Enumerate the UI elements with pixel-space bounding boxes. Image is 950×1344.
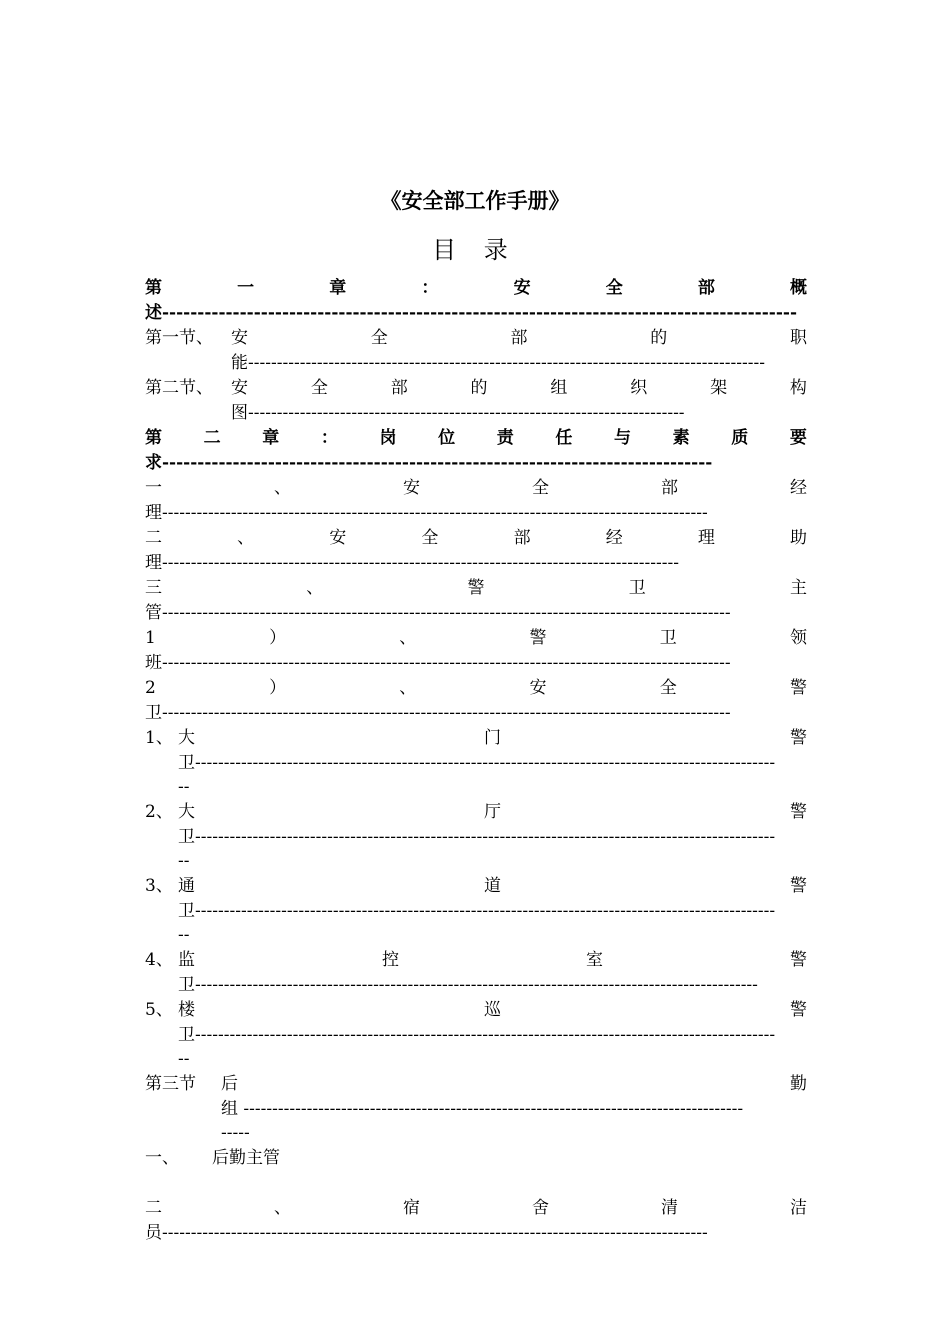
toc-entry-number: 3、 [145, 876, 173, 896]
toc-entry-title-part: ： [320, 428, 338, 448]
toc-entry-title-part: 安 [329, 528, 347, 548]
toc-entry[interactable] [145, 948, 807, 998]
toc-entry-title-part: 二 [203, 428, 221, 448]
toc-entry-title-part: 警 [529, 628, 547, 648]
toc-entry-title-part: 道 [484, 876, 501, 896]
toc-entry-title-part: 二 [145, 528, 162, 548]
page-title: 《安全部工作手册》 [380, 189, 570, 213]
toc-entry-title-part: 全 [659, 678, 677, 698]
toc-entry-title-part: 安 [231, 378, 248, 398]
toc-entry-title-part: 全 [532, 478, 549, 498]
toc-entry-title-part: 理 [697, 528, 715, 548]
toc-entry-number: 第一节、 [145, 328, 213, 348]
toc-entry-title-part: 清 [661, 1198, 678, 1218]
toc-entry-title-part: 、 [237, 528, 255, 548]
toc-entry-title-part: 全 [605, 278, 623, 298]
toc-entry-title-part: 一 [145, 478, 162, 498]
toc-entry-title-part: 经 [790, 478, 807, 498]
toc-entry-title-part: 宿 [403, 1198, 420, 1218]
toc-entry-title-part: 主 [790, 578, 807, 598]
toc-entry-title-part: 、 [274, 1198, 291, 1218]
toc-entry-leader: 卫----------------------------------------------------------------------------------------------------- [178, 826, 776, 847]
toc-entry-leader: 班--------------------------------------------------------------------------------------------------- [145, 652, 731, 673]
toc-entry-title-part: 大 [178, 802, 195, 822]
toc-entry-title-part: 后勤主管 [212, 1148, 280, 1168]
toc-entry-title-part: 第 [145, 428, 162, 448]
toc-entry-title-part: 全 [310, 378, 328, 398]
toc-entry-title-part: 门 [484, 728, 501, 748]
toc-entry-title-part: 警 [790, 802, 807, 822]
toc-entry-title-part: 素 [672, 428, 690, 448]
toc-entry-leader: 卫----------------------------------------------------------------------------------------------------- [178, 900, 776, 921]
toc-entry-title-part: 警 [790, 950, 807, 970]
toc-entry-title-part: 岗 [379, 428, 397, 448]
toc-entry-title-part: 三 [145, 578, 162, 598]
toc-entry-leader: 员----------------------------------------------------------------------------------------------- [145, 1222, 708, 1243]
toc-entry-title-part: 部 [390, 378, 408, 398]
toc-entry-title-part: 、 [306, 578, 324, 598]
toc-entry-leader-continued: -- [178, 851, 190, 871]
toc-entry-title-part: 织 [630, 378, 648, 398]
toc-entry-title-part: 部 [510, 328, 528, 348]
toc-entry-leader: 组 --------------------------------------------------------------------------------------- [221, 1098, 744, 1119]
toc-entry-leader: 求------------------------------------------------------------------------------ [145, 452, 713, 473]
toc-entry-title-part: 卫 [659, 628, 677, 648]
toc-entry-title-part: 构 [789, 378, 807, 398]
toc-entry-title-part: 部 [513, 528, 531, 548]
toc-entry[interactable] [145, 1072, 807, 1146]
toc-entry[interactable] [145, 1196, 807, 1246]
toc-entry-title-part: 助 [789, 528, 807, 548]
toc-entry-title-part: 部 [697, 278, 715, 298]
toc-entry-title-part: 警 [467, 578, 485, 598]
toc-entry-title-part: 责 [496, 428, 514, 448]
toc-entry-title-part: 安 [231, 328, 248, 348]
toc-entry-title-part: 全 [370, 328, 388, 348]
toc-entry-title-part: 位 [438, 428, 456, 448]
toc-entry-leader-continued: -- [178, 1049, 190, 1069]
toc-entry-title-part: 监 [178, 950, 195, 970]
toc-entry-title-part: 警 [790, 678, 807, 698]
toc-entry-leader: 卫--------------------------------------------------------------------------------------------------- [145, 702, 731, 723]
toc-entry[interactable] [145, 326, 807, 376]
toc-entry-title-part: 安 [529, 678, 547, 698]
toc-entry[interactable] [145, 800, 807, 874]
toc-entry-number: 一、 [145, 1148, 179, 1168]
toc-entry-title-part: 一 [237, 278, 255, 298]
toc-entry-title-part: ） [269, 628, 287, 648]
toc-entry-title-part: 通 [178, 876, 195, 896]
toc-entry-title-part: 概 [789, 278, 807, 298]
toc-entry-leader: 能------------------------------------------------------------------------------------------ [231, 352, 765, 373]
toc-entry-title-part: 部 [661, 478, 678, 498]
toc-entry-title-part: 组 [550, 378, 568, 398]
toc-entry-title-part: 领 [790, 628, 807, 648]
toc-entry-title-part: 章 [329, 278, 347, 298]
toc-entry[interactable] [145, 998, 807, 1072]
toc-entry-title-part: 警 [790, 876, 807, 896]
toc-entry-title-part: 舍 [532, 1198, 549, 1218]
toc-entry-leader: 卫----------------------------------------------------------------------------------------------------- [178, 1024, 776, 1045]
toc-entry-title-part: 2 [145, 678, 156, 698]
toc-entry-title-part: 全 [421, 528, 439, 548]
toc-entry-title-part: 室 [586, 950, 603, 970]
toc-entry-leader: 理----------------------------------------------------------------------------------------------- [145, 502, 708, 523]
toc-entry-title-part: 楼 [178, 1000, 195, 1020]
toc-entry-leader-continued: -- [178, 777, 190, 797]
toc-entry-leader: 图---------------------------------------------------------------------------- [231, 402, 685, 423]
toc-entry-number: 5、 [145, 1000, 173, 1020]
toc-entry-title-part: 安 [513, 278, 531, 298]
toc-entry-title-part: ） [269, 678, 287, 698]
toc-entry-title-part: 警 [790, 1000, 807, 1020]
toc-entry-title-part: 安 [403, 478, 420, 498]
toc-entry-title-part: 洁 [790, 1198, 807, 1218]
toc-entry-title-part: 、 [399, 628, 417, 648]
toc-entry-leader: 卫-------------------------------------------------------------------------------------------------- [178, 974, 758, 995]
toc-entry-leader: 理------------------------------------------------------------------------------------------ [145, 552, 679, 573]
table-of-contents [145, 276, 807, 1246]
toc-entry[interactable] [145, 576, 807, 626]
toc-entry-title-part: 、 [399, 678, 417, 698]
toc-entry-number: 2、 [145, 802, 173, 822]
toc-entry-leader-continued: ----- [221, 1123, 250, 1143]
toc-entry-number: 第三节 [145, 1074, 196, 1094]
toc-entry-leader-continued: -- [178, 925, 190, 945]
toc-entry-title-part: 第 [145, 278, 162, 298]
toc-entry-title-part: 的 [470, 378, 488, 398]
toc-entry-leader: 管--------------------------------------------------------------------------------------------------- [145, 602, 731, 623]
toc-entry-title-part: 与 [614, 428, 631, 448]
toc-entry-number: 4、 [145, 950, 173, 970]
toc-entry[interactable] [145, 476, 807, 526]
toc-entry[interactable] [145, 276, 807, 326]
toc-entry-title-part: 的 [650, 328, 668, 348]
toc-entry-title-part: 控 [382, 950, 399, 970]
toc-entry-leader: 述------------------------------------------------------------------------------------------ [145, 302, 798, 323]
toc-entry-title-part: 大 [178, 728, 195, 748]
toc-entry[interactable] [145, 626, 807, 676]
toc-entry[interactable] [145, 676, 807, 726]
toc-entry-title-part: 质 [731, 428, 749, 448]
toc-heading: 目 录 [432, 236, 518, 264]
toc-entry-title-part: 章 [262, 428, 280, 448]
toc-entry-title-part: 1 [145, 628, 156, 648]
toc-entry[interactable] [145, 376, 807, 426]
toc-entry-number: 1、 [145, 728, 173, 748]
toc-entry[interactable] [145, 874, 807, 948]
toc-entry-number: 第二节、 [145, 378, 213, 398]
toc-entry-title-part: 后 [221, 1074, 238, 1094]
toc-entry[interactable] [145, 426, 807, 476]
toc-entry-title-part: 任 [555, 428, 573, 448]
toc-entry-title-part: 巡 [484, 1000, 501, 1020]
toc-entry-title-part: 要 [789, 428, 807, 448]
toc-entry[interactable] [145, 1146, 807, 1196]
toc-entry-title-part: ： [421, 278, 439, 298]
toc-entry-leader: 卫----------------------------------------------------------------------------------------------------- [178, 752, 776, 773]
toc-entry-title-part: 厅 [484, 802, 501, 822]
toc-entry-title-part: 二 [145, 1198, 162, 1218]
toc-entry-title-part: 经 [605, 528, 623, 548]
toc-entry[interactable] [145, 726, 807, 800]
toc-entry-title-part: 勤 [790, 1074, 807, 1094]
toc-entry-title-part: 职 [790, 328, 807, 348]
toc-entry[interactable] [145, 526, 807, 576]
toc-entry-title-part: 、 [274, 478, 291, 498]
toc-entry-title-part: 架 [710, 378, 728, 398]
toc-entry-title-part: 卫 [628, 578, 646, 598]
toc-entry-title-part: 警 [790, 728, 807, 748]
